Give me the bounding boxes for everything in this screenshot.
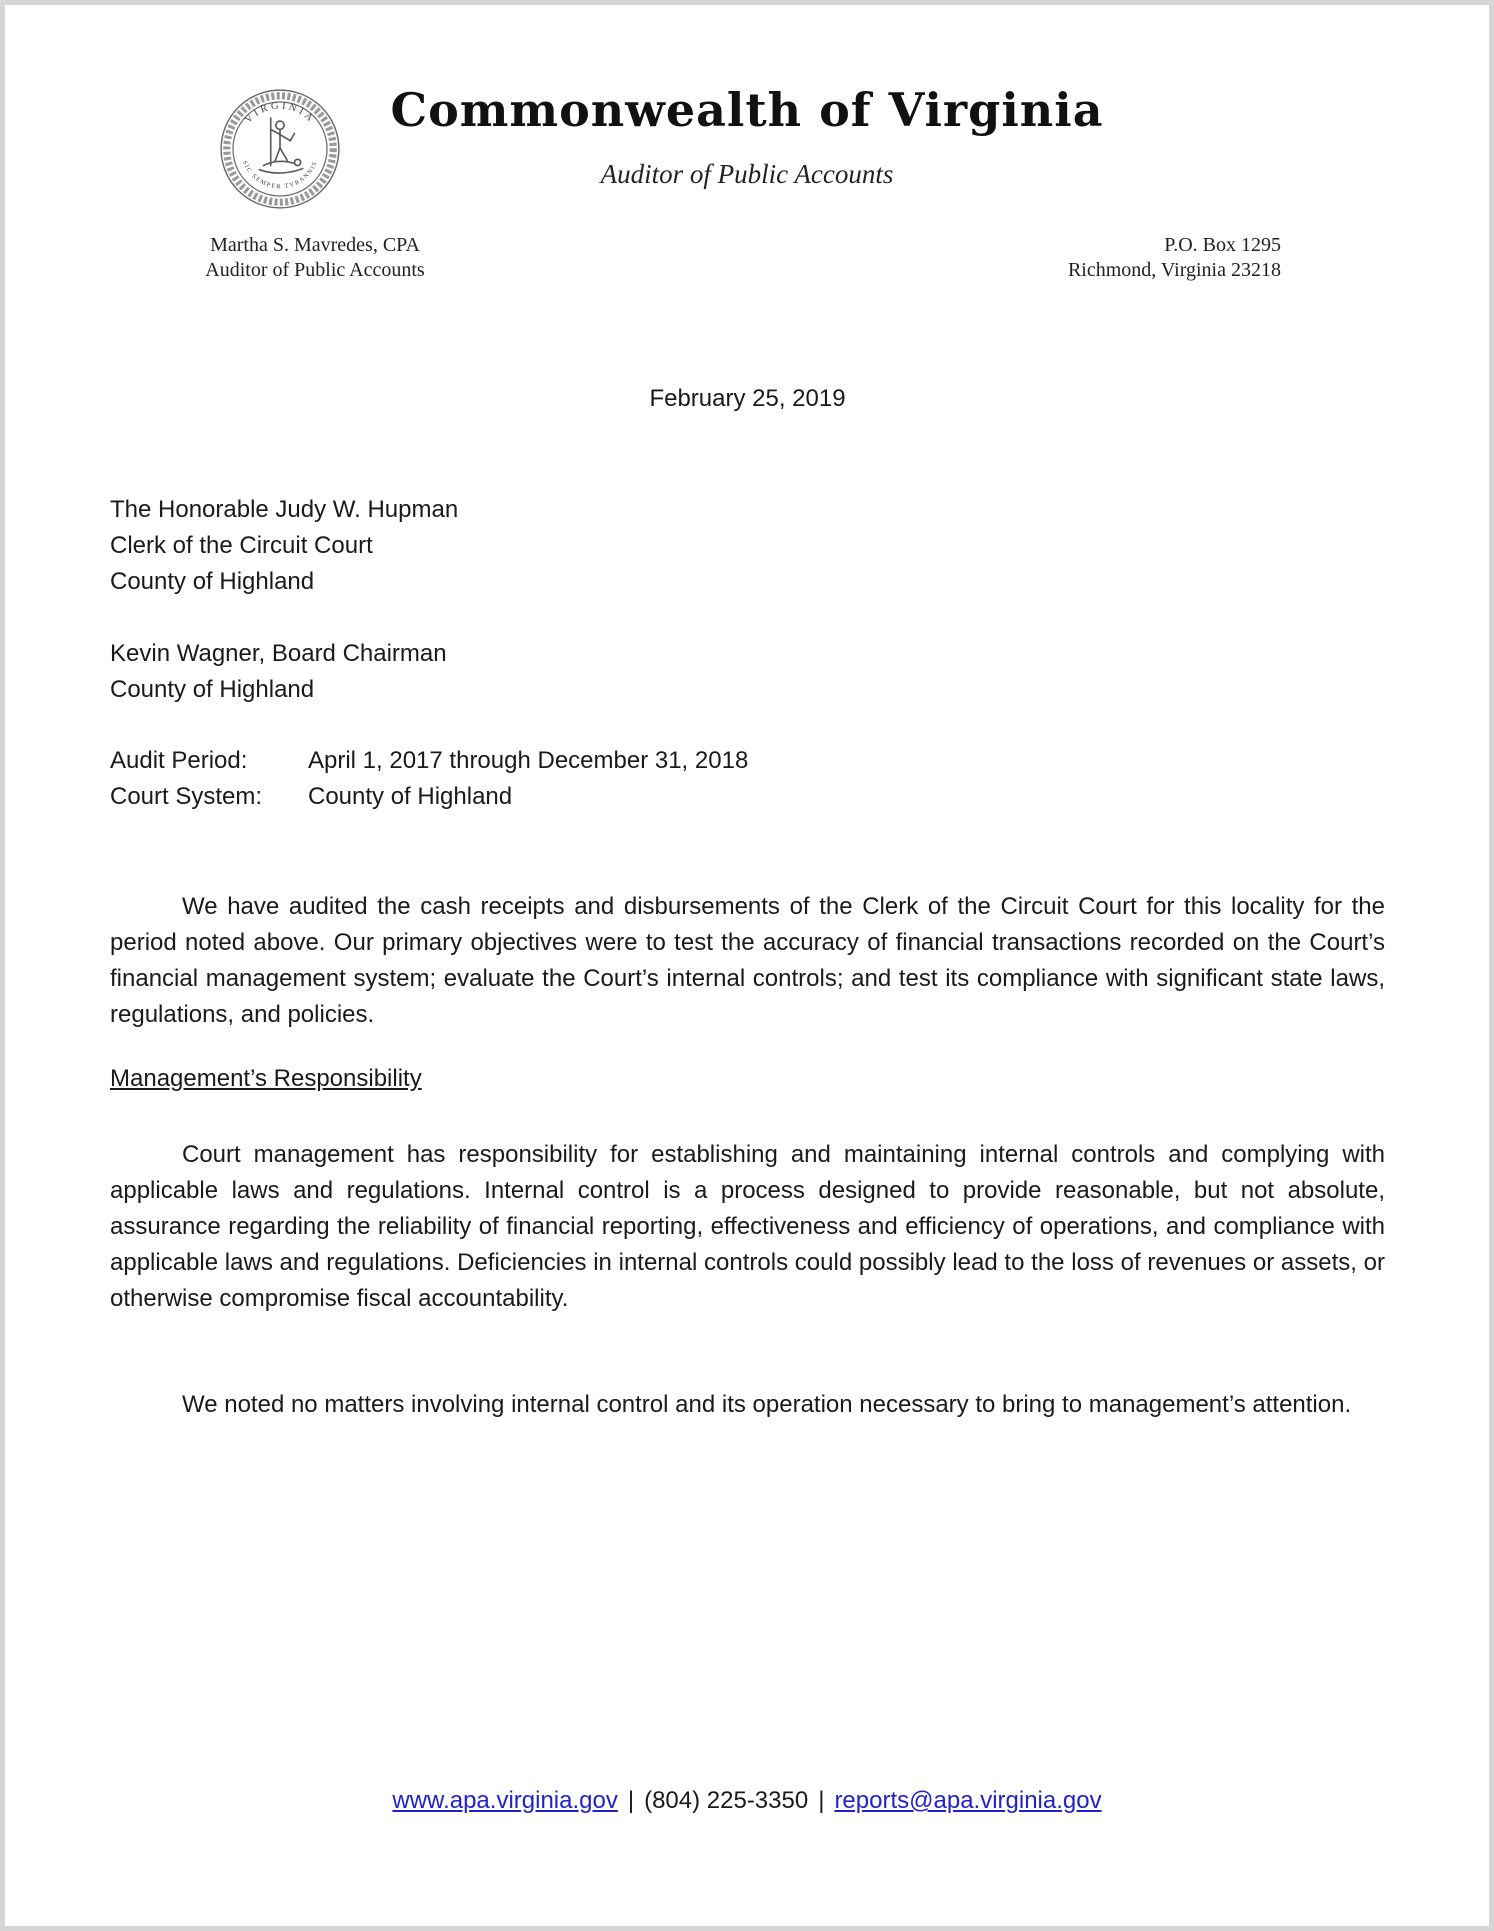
paragraph-management-responsibility: Court management has responsibility for establishing and maintaining internal controls and complying with applicable laws and regulations. Internal control is a process designed to provide reasonable, but not absolute, assurance regarding the reliability of financial reporting, effectiveness and efficiency of operations, and compliance with applicable laws and regulations. Deficiencies in internal controls could possibly lead to the loss of revenues or assets, or otherwise compromise fiscal accountability. [110, 1141, 1385, 1312]
address-line-2: Richmond, Virginia 23218 [1067, 259, 1281, 281]
court-system-value: County of Highland [308, 783, 513, 810]
address-line-1: P.O. Box 1295 [1164, 234, 1281, 256]
court-system-label: Court System: [110, 783, 263, 810]
section-heading-managements-responsibility: Management’s Responsibility [110, 1065, 422, 1092]
website-link[interactable]: www.apa.virginia.gov [392, 1787, 618, 1814]
recipient-locality: County of Highland [110, 568, 315, 595]
official-block [135, 233, 495, 283]
audit-period-value: April 1, 2017 through December 31, 2018 [308, 747, 749, 774]
page-subtitle: Auditor of Public Accounts [600, 159, 894, 189]
recipient-name: Kevin Wagner, Board Chairman [110, 640, 447, 667]
seal-top-text: VIRGINIA [242, 100, 318, 126]
seal-motto-text: SIC SEMPER TYRANNIS [240, 159, 320, 191]
official-name: Martha S. Mavredes, CPA [210, 234, 420, 256]
letterhead [5, 5, 1489, 305]
recipient-block-1 [110, 492, 1385, 600]
recipient-block-2 [110, 636, 1385, 708]
audit-period-row [110, 743, 1385, 779]
audit-period-label: Audit Period: [110, 747, 248, 774]
footer-separator: | [627, 1787, 635, 1814]
masthead [5, 83, 1489, 190]
footer-separator: | [818, 1787, 825, 1814]
footer [5, 1787, 1489, 1815]
official-title: Auditor of Public Accounts [205, 259, 425, 281]
return-address-block [1068, 233, 1281, 283]
court-system-row [110, 779, 1385, 815]
audit-info-block [110, 743, 1385, 815]
paragraph-audit-scope: We have audited the cash receipts and disbursements of the Clerk of the Circuit Court for this locality for the period noted above. Our primary objectives were to test the accuracy of financial transactions recorded on the Court’s financial management system; evaluate the Court’s internal controls; and test its compliance with significant state laws, regulations, and policies. [110, 893, 1385, 1028]
recipient-locality: County of Highland [110, 676, 315, 703]
paragraph-no-matters-noted: We noted no matters involving internal control and its operation necessary to bring to management’s attention. [182, 1391, 1352, 1418]
email-link[interactable]: reports@apa.virginia.gov [834, 1787, 1102, 1814]
page-title: Commonwealth of Virginia [390, 83, 1104, 137]
letter-date: February 25, 2019 [649, 385, 846, 412]
phone-number: (804) 225-3350 [644, 1787, 809, 1814]
recipient-name: The Honorable Judy W. Hupman [110, 496, 459, 523]
recipient-title: Clerk of the Circuit Court [110, 532, 373, 559]
